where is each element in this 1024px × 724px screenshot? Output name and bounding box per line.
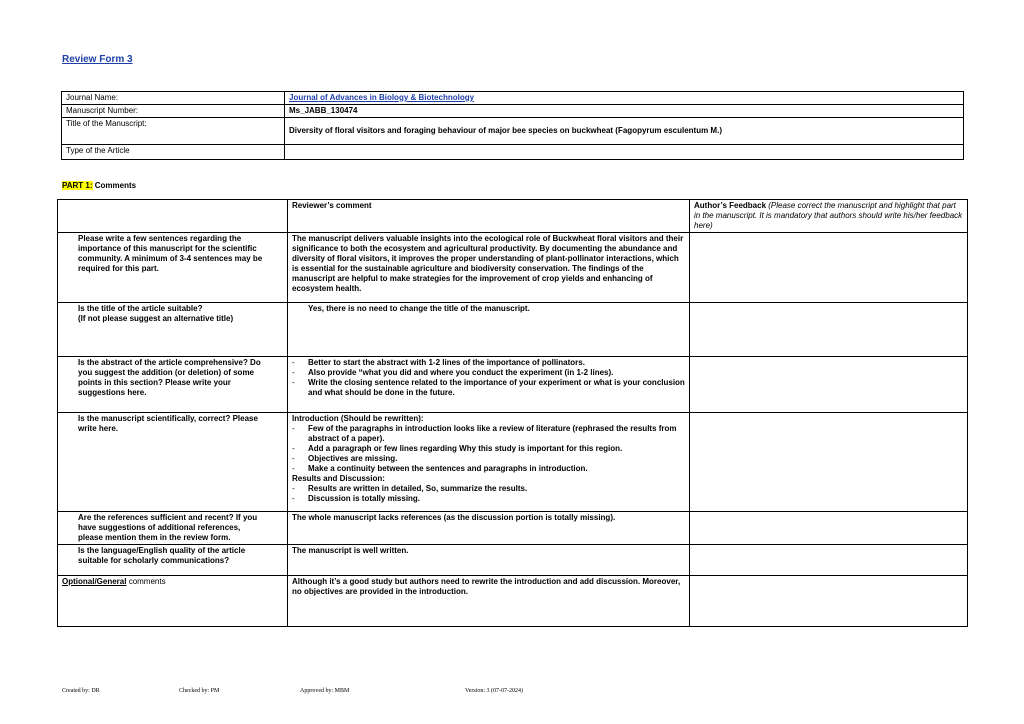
comment-abstract <box>288 357 690 413</box>
abstract-bullets <box>292 358 685 398</box>
question-abstract: Is the abstract of the article comprehensive? Do you suggest the addition (or deletion) of some points in this section? Please write your suggestions here. <box>58 357 288 413</box>
author-feedback-scientific[interactable] <box>690 413 968 512</box>
form-title: Review Form 3 <box>62 54 133 65</box>
abstract-bullet: - Better to start the abstract with 1-2 lines of the importance of pollinators. <box>292 358 685 368</box>
manuscript-title-value: Diversity of floral visitors and foraging behaviour of major bee species on buckwheat (Fagopyrum esculentum M.) <box>285 118 964 145</box>
row-scientific <box>58 413 968 512</box>
optional-comments-label: comments <box>126 577 166 586</box>
info-row-manuscript <box>62 105 964 118</box>
row-abstract <box>58 357 968 413</box>
header-empty-cell <box>58 200 288 233</box>
optional-general-label: Optional/General <box>62 577 127 586</box>
comment-title: Yes, there is no need to change the title of the manuscript. <box>288 303 690 357</box>
part1-label: PART 1: <box>62 181 93 190</box>
results-bullet: - Discussion is totally missing. <box>292 494 685 504</box>
question-language: Is the language/English quality of the article suitable for scholarly communications? <box>58 545 288 576</box>
comments-table <box>57 199 968 627</box>
comments-header-row <box>58 200 968 233</box>
question-references: Are the references sufficient and recent? If you have suggestions of additional references, please mention them in the review form. <box>58 512 288 545</box>
author-feedback-importance[interactable] <box>690 233 968 303</box>
header-author-title: Author’s Feedback <box>694 201 767 210</box>
intro-bullet: - Few of the paragraphs in introduction looks like a review of literature (rephrased the results from abstract of a paper). <box>292 424 685 444</box>
intro-bullet: - Add a paragraph or few lines regarding Why this study is important for this region. <box>292 444 685 454</box>
author-feedback-references[interactable] <box>690 512 968 545</box>
manuscript-number-value: Ms_JABB_130474 <box>285 105 964 118</box>
article-type-label: Type of the Article <box>62 145 285 160</box>
question-title <box>58 303 288 357</box>
part1-suffix: Comments <box>92 181 137 190</box>
row-optional <box>58 576 968 627</box>
header-reviewer: Reviewer’s comment <box>288 200 690 233</box>
abstract-bullet: - Also provide “what you did and where you conduct the experiment (in 1-2 lines). <box>292 368 685 378</box>
row-references <box>58 512 968 545</box>
intro-bullets <box>292 424 685 474</box>
footer-created: Created by: DR <box>62 688 100 694</box>
abstract-bullet: - Write the closing sentence related to the importance of your experiment or what is your conclusion and what should be done in the future. <box>292 378 685 398</box>
results-heading: Results and Discussion: <box>292 474 385 483</box>
info-row-title <box>62 118 964 145</box>
comment-scientific <box>288 413 690 512</box>
footer-checked: Checked by: PM <box>179 688 220 694</box>
manuscript-number-label: Manuscript Number: <box>62 105 285 118</box>
info-row-journal <box>62 92 964 105</box>
header-author-note: (Please correct the manuscript and highlight that part in the manuscript. It is mandatory that authors should write his/her feedback here) <box>694 201 963 230</box>
question-scientific: Is the manuscript scientifically, correct? Please write here. <box>58 413 288 512</box>
comment-importance: The manuscript delivers valuable insights into the ecological role of Buckwheat floral visitors and their significance to both the ecosystem and agricultural productivity. By documenting the abundance and diversity of floral visitors, it improves the proper understanding of plant-pollinator interactions, which is essential for the sustainable agriculture and biodiversity conservation. The findings of the manuscript are helpful to make strategies for the improvement of crop yields and enhancing of ecosystem health. <box>288 233 690 303</box>
comment-language: The manuscript is well written. <box>288 545 690 576</box>
results-bullets <box>292 484 685 504</box>
author-feedback-title[interactable] <box>690 303 968 357</box>
question-optional <box>58 576 288 627</box>
question-importance: Please write a few sentences regarding the importance of this manuscript for the scientific community. A minimum of 3-4 sentences may be required for this part. <box>58 233 288 303</box>
row-title <box>58 303 968 357</box>
journal-value-cell <box>285 92 964 105</box>
info-row-type <box>62 145 964 160</box>
intro-bullet: - Make a continuity between the sentences and paragraphs in introduction. <box>292 464 685 474</box>
footer-version: Version: 3 (07-07-2024) <box>465 688 523 694</box>
comment-references: The whole manuscript lacks references (as the discussion portion is totally missing). <box>288 512 690 545</box>
results-bullet: - Results are written in detailed, So, summarize the results. <box>292 484 685 494</box>
author-feedback-language[interactable] <box>690 545 968 576</box>
intro-heading: Introduction (Should be rewritten): <box>292 414 424 423</box>
manuscript-title-label: Title of the Manuscript: <box>62 118 285 145</box>
row-importance <box>58 233 968 303</box>
row-language <box>58 545 968 576</box>
header-author-cell <box>690 200 968 233</box>
comment-optional: Although it’s a good study but authors need to rewrite the introduction and add discussion. Moreover, no objectives are provided in the introduction. <box>288 576 690 627</box>
manuscript-info-table <box>61 91 964 160</box>
part1-heading <box>62 181 136 191</box>
author-feedback-abstract[interactable] <box>690 357 968 413</box>
journal-link[interactable]: Journal of Advances in Biology & Biotechnology <box>289 93 475 102</box>
journal-label: Journal Name: <box>62 92 285 105</box>
intro-bullet: - Objectives are missing. <box>292 454 685 464</box>
question-title-text: Is the title of the article suitable? (If not please suggest an alternative title) <box>78 304 234 323</box>
article-type-value <box>285 145 964 160</box>
footer-approved: Approved by: MBM <box>300 688 350 694</box>
author-feedback-optional[interactable] <box>690 576 968 627</box>
